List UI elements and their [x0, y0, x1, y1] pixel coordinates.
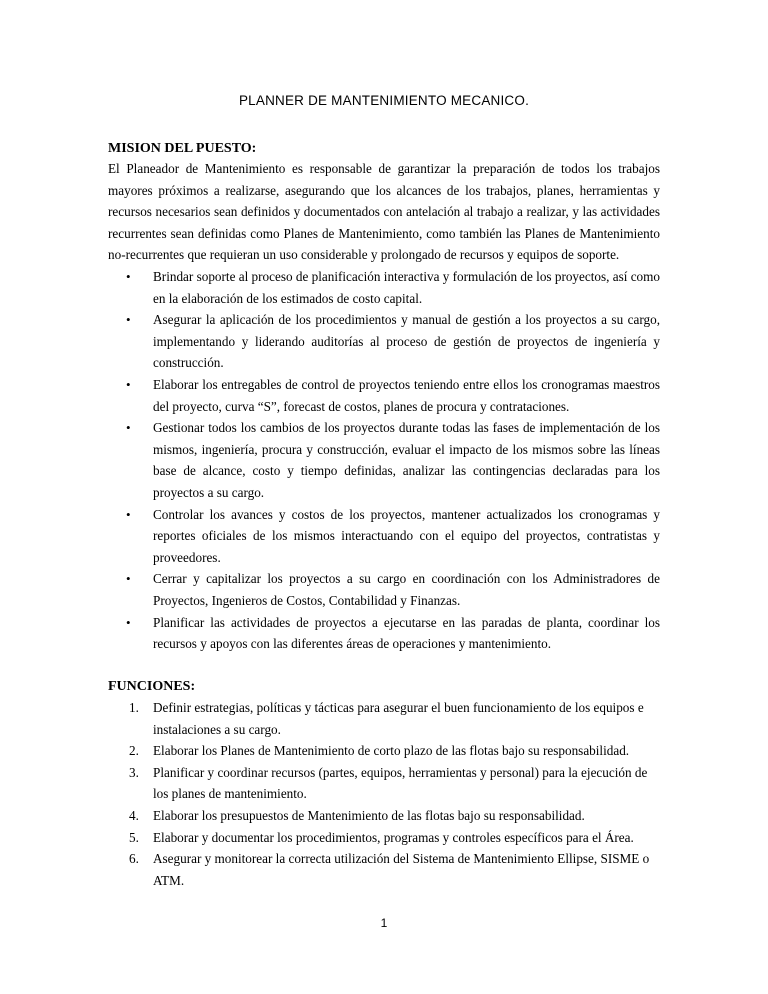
funciones-heading: FUNCIONES: [108, 679, 196, 694]
list-item-text: Elaborar y documentar los procedimientos, programas y controles específicos para el Área. [153, 829, 634, 845]
list-item-text: Asegurar y monitorear la correcta utilización del Sistema de Mantenimiento Ellipse, SISME o ATM. [153, 851, 650, 888]
list-number: 5. [129, 829, 139, 845]
list-item-text: Definir estrategias, políticas y tácticas para asegurar el buen funcionamiento de los equipos e instalaciones a su cargo. [153, 700, 644, 737]
bullet-icon: • [126, 571, 131, 587]
list-item [108, 612, 660, 655]
bullet-icon: • [126, 312, 131, 328]
list-item-text: Planificar y coordinar recursos (partes, equipos, herramientas y personal) para la ejecución de los planes de mantenimiento. [153, 764, 648, 802]
list-item [108, 740, 660, 762]
list-item-text: Brindar soporte al proceso de planificación interactiva y formulación de los proyectos, así como en la elaboración de los estimados de costo capital. [153, 269, 660, 306]
mision-heading: MISION DEL PUESTO: [108, 141, 257, 156]
bullet-icon: • [126, 420, 131, 436]
list-item-text: Elaborar los Planes de Mantenimiento de corto plazo de las flotas bajo su responsabilidad. [153, 743, 630, 759]
bullet-icon: • [126, 506, 131, 522]
list-item-text: Elaborar los presupuestos de Mantenimiento de las flotas bajo su responsabilidad. [153, 807, 585, 823]
list-item-text: Gestionar todos los cambios de los proyectos durante todas las fases de implementación de los mismos, ingeniería, procura y construcción, evaluar el impacto de los mismos sobre las líneas base de alcance, costo y tiempo definidas, analizar las contingencias declaradas para los proyectos a su cargo. [153, 420, 660, 500]
list-number: 4. [129, 807, 139, 823]
list-item [108, 266, 660, 309]
document-title: PLANNER DE MANTENIMIENTO MECANICO. [238, 93, 530, 108]
list-item [108, 697, 660, 740]
list-item [108, 848, 660, 891]
list-number: 6. [129, 851, 139, 867]
list-item-text: Controlar los avances y costos de los proyectos, mantener actualizados los cronogramas y reportes oficiales de los mismos interactuando con el equipo del proyectos, contratistas y proveedores. [153, 506, 660, 565]
list-item-text: Cerrar y capitalizar los proyectos a su cargo en coordinación con los Administradores de Proyectos, Ingenieros de Costos, Contabilidad y Finanzas. [153, 571, 660, 608]
bullet-icon: • [126, 614, 131, 630]
list-item [108, 762, 660, 805]
list-item [108, 504, 660, 569]
bullet-icon: • [126, 269, 131, 284]
list-item [108, 568, 660, 611]
funciones-list [108, 697, 660, 891]
list-number: 3. [129, 764, 139, 780]
bullet-icon: • [126, 376, 131, 392]
list-number: 2. [129, 743, 139, 759]
list-item-text: Planificar las actividades de proyectos a ejecutarse en las paradas de planta, coordinar los recursos y apoyos con las diferentes áreas de operaciones y mantenimiento. [153, 614, 660, 652]
list-item [108, 417, 660, 503]
page-number: 1 [380, 916, 388, 930]
list-item [108, 805, 660, 827]
list-item [108, 374, 660, 417]
list-number: 1. [129, 700, 139, 715]
mision-paragraph: El Planeador de Mantenimiento es responsable de garantizar la preparación de todos los trabajos mayores próximos a realizarse, asegurando que los alcances de los trabajos, planes, herramientas y recursos necesarios sean definidos y documentados con antelación al trabajo a realizar, y las actividades recurrentes sean definidas como Planes de Mantenimiento, como también las Planes de Mantenimiento no-recurrentes que requieran un uso considerable y prolongado de recursos y equipos de soporte. [108, 161, 660, 263]
list-item [108, 827, 660, 849]
responsibilities-list [108, 266, 660, 655]
list-item-text: Elaborar los entregables de control de proyectos teniendo entre ellos los cronogramas maestros del proyecto, curva “S”, forecast de costos, planes de procura y contrataciones. [153, 376, 660, 414]
list-item-text: Asegurar la aplicación de los procedimientos y manual de gestión a los proyectos a su cargo, implementando y liderando auditorías al proceso de gestión de proyectos de ingeniería y construcción. [153, 312, 660, 371]
list-item [108, 309, 660, 374]
